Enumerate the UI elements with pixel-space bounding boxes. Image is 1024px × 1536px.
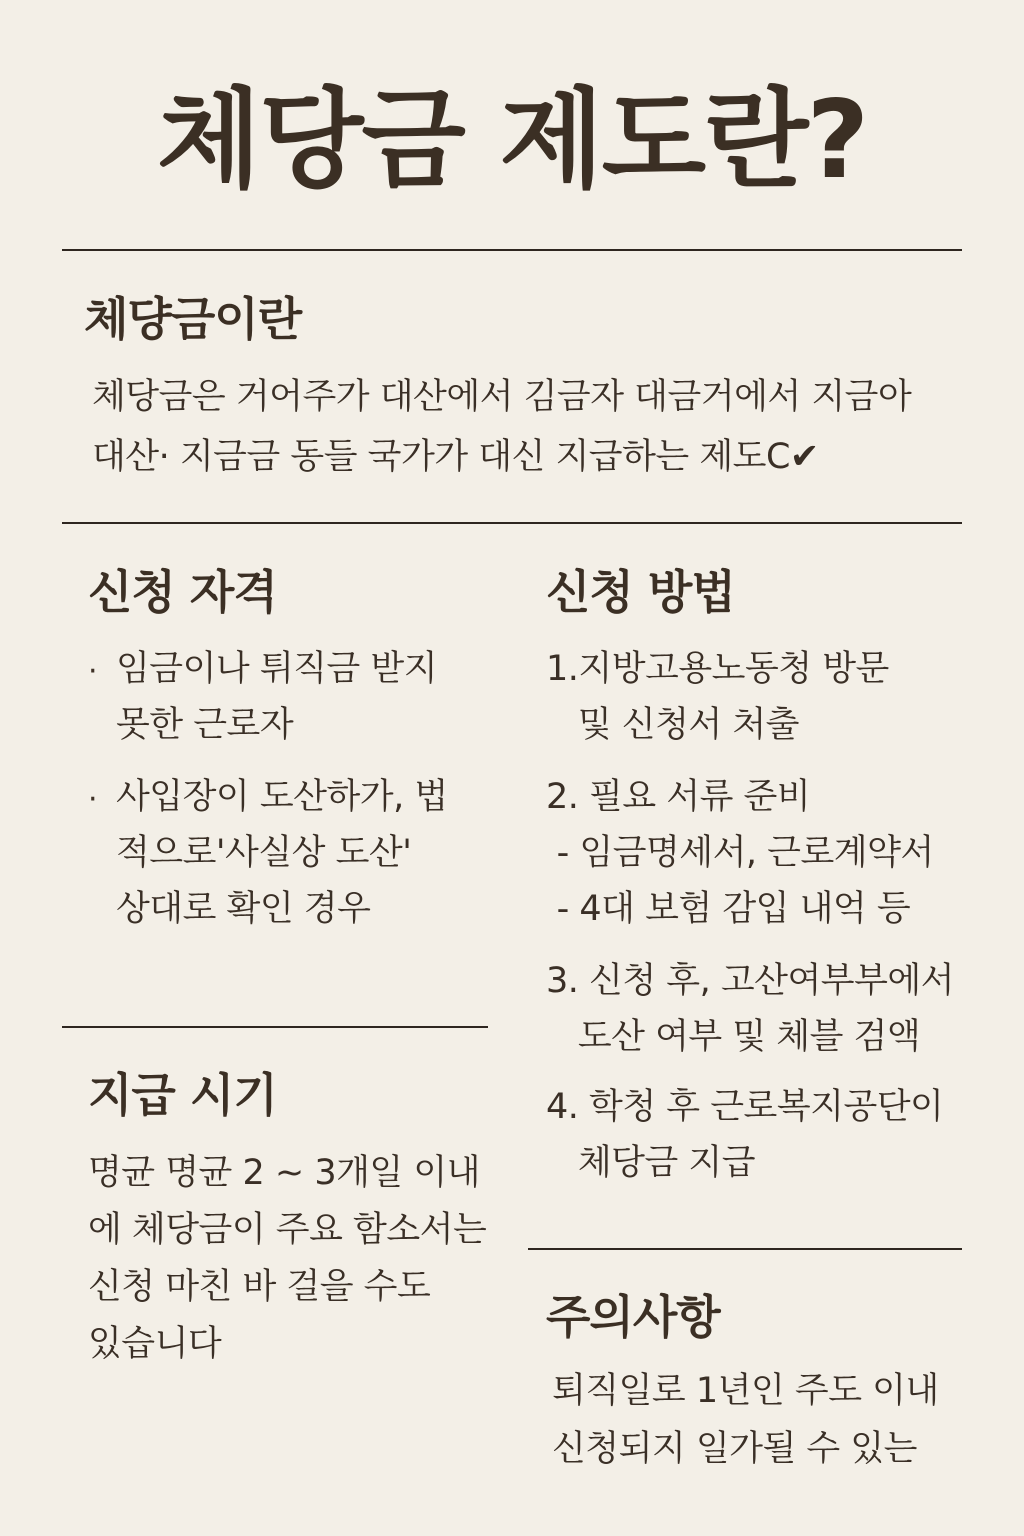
divider-intro [62, 522, 962, 524]
divider-eligibility [62, 1026, 488, 1028]
method-step-line: 및 신청서 처출 [546, 705, 799, 745]
method-step-line: 4. 학청 후 근로복지공단이 [546, 1087, 944, 1127]
method-step-line: 체당금 지급 [546, 1143, 756, 1183]
method-step-line: 도산 여부 및 체블 검액 [546, 1017, 921, 1057]
eligibility-item-line: 임금이나 튀직금 받지 [116, 649, 438, 689]
bullet-marker: · [88, 782, 98, 817]
eligibility-item-line: 못한 근로자 [116, 705, 294, 745]
intro-line: 대산· 지금금 동들 국가가 대신 지급하는 제도C✔ [92, 437, 819, 477]
caution-line: 퇴직일로 1년인 주도 이내 [552, 1371, 939, 1411]
bullet-marker: · [88, 654, 98, 689]
timing-line: 신청 마친 바 걸을 수도 [88, 1267, 431, 1307]
caution-line: 신청되지 일가될 수 있는 [552, 1429, 917, 1469]
divider-method [528, 1248, 962, 1250]
method-step-line: - 4대 보험 감입 내억 등 [546, 889, 911, 929]
caution-heading: 주의사항 [546, 1290, 720, 1344]
timing-heading: 지급 시기 [88, 1068, 277, 1122]
eligibility-item-line: 적으로'사실상 도산' [116, 833, 412, 873]
method-heading: 신청 방법 [546, 565, 735, 619]
eligibility-heading: 신청 자격 [88, 565, 277, 619]
timing-line: 에 체당금이 주요 함소서는 [88, 1210, 487, 1250]
method-step-line: 1.지방고용노동청 방문 [546, 649, 889, 689]
timing-line: 있습니다 [88, 1324, 222, 1364]
method-step-line: - 임금명세서, 근로계약서 [546, 833, 934, 873]
divider-title [62, 249, 962, 251]
page-title: 체당금 제도란? [156, 78, 868, 203]
method-step-line: 2. 필요 서류 준비 [546, 777, 811, 817]
eligibility-item-line: 상대로 확인 경우 [116, 889, 371, 929]
intro-heading: 체댱금이란 [84, 292, 302, 346]
intro-line: 체당금은 거어주가 대산에서 김금자 대금거에서 지금아 [92, 377, 912, 417]
eligibility-item-line: 사입장이 도산하가, 법 [116, 777, 448, 817]
timing-line: 명균 명균 2 ~ 3개일 이내 [88, 1153, 480, 1193]
method-step-line: 3. 신청 후, 고산여부부에서 [546, 961, 954, 1001]
